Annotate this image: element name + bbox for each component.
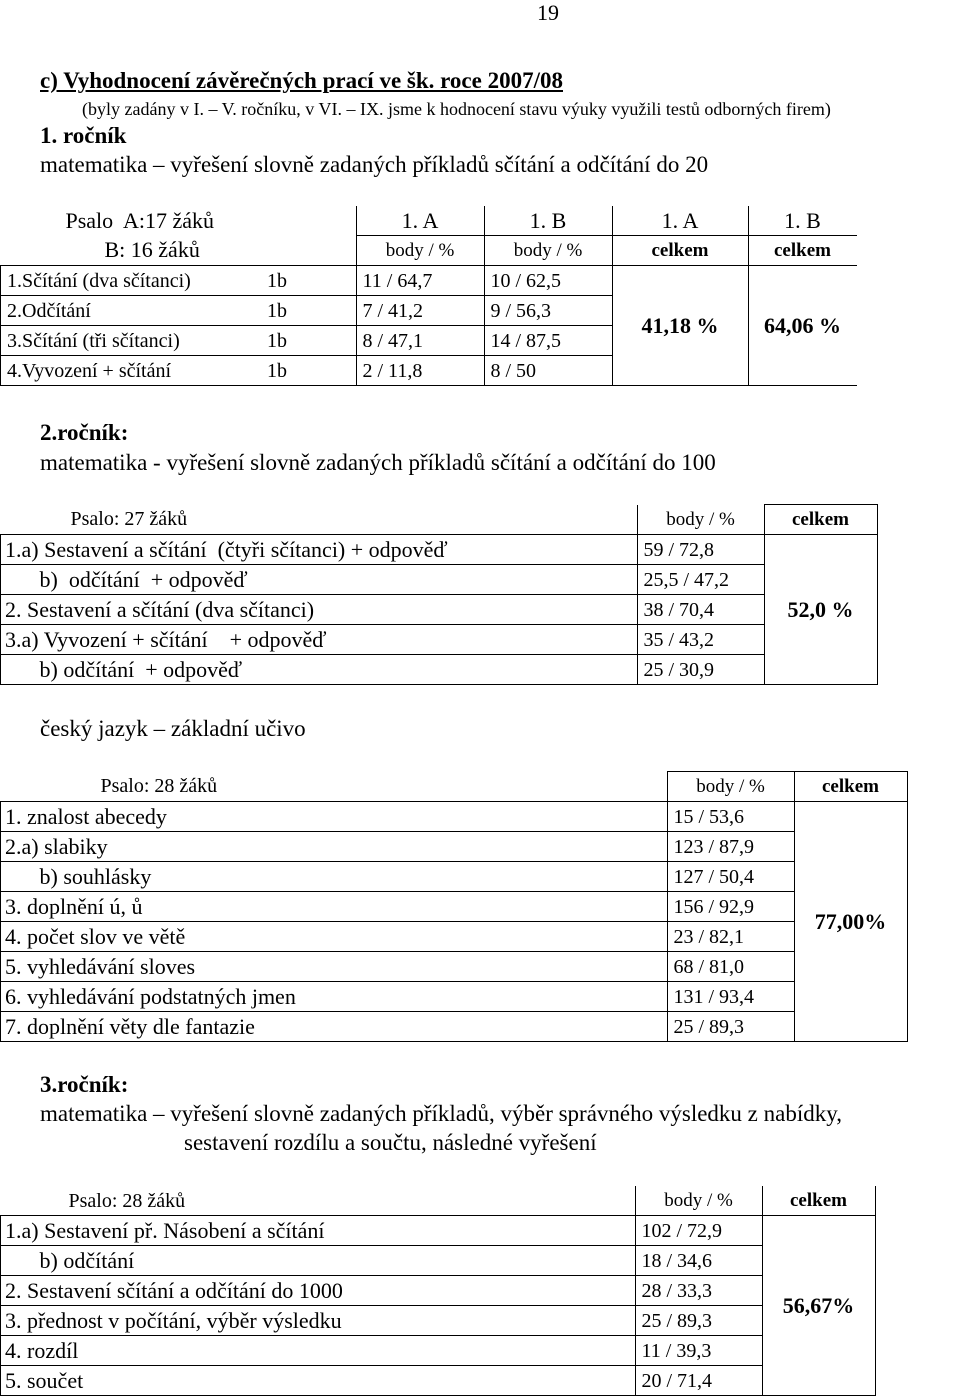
col-subheader: celkem — [748, 236, 857, 266]
table-row — [1, 1216, 876, 1246]
task-cell — [1, 356, 357, 386]
page-number: 19 — [537, 0, 559, 25]
table-row — [1, 1336, 876, 1366]
task-cell: 6. vyhledávání podstatných jmen — [1, 982, 668, 1012]
value-cell: 102 / 72,9 — [635, 1216, 762, 1246]
task-label: 1.Sčítání (dva sčítanci) — [7, 269, 191, 292]
grade1-heading: 1. ročník — [40, 123, 127, 148]
task-cell — [1, 266, 357, 296]
value-cell: 28 / 33,3 — [635, 1276, 762, 1306]
total-cell: 64,06 % — [748, 266, 857, 386]
task-points: 1b — [267, 269, 287, 292]
table-row — [1, 266, 857, 296]
task-cell: b) odčítání + odpověď — [1, 655, 638, 685]
task-cell: b) odčítání — [1, 1246, 636, 1276]
task-cell: 3.a) Vyvození + sčítání + odpověď — [1, 625, 638, 655]
task-cell: b) souhlásky — [1, 862, 668, 892]
col-subheader: body / % — [484, 236, 612, 266]
value-cell: 23 / 82,1 — [667, 922, 794, 952]
table-row — [1, 982, 908, 1012]
table-row — [1, 625, 878, 655]
table-row — [1, 535, 878, 565]
value-cell: 131 / 93,4 — [667, 982, 794, 1012]
task-cell: 1.a) Sestavení př. Násobení a sčítání — [1, 1216, 636, 1246]
col-header: celkem — [794, 772, 907, 802]
grade2-czech-subject: český jazyk – základní učivo — [40, 716, 306, 741]
task-cell: 1. znalost abecedy — [1, 802, 668, 832]
task-cell: 3. přednost v počítání, výběr výsledku — [1, 1306, 636, 1336]
col-header: 1. A — [356, 206, 484, 236]
col-header: celkem — [764, 505, 877, 535]
value-cell: 59 / 72,8 — [637, 535, 764, 565]
task-cell: 4. rozdíl — [1, 1336, 636, 1366]
grade2-czech-table — [0, 771, 908, 1042]
col-subheader: body / % — [356, 236, 484, 266]
value-cell: 18 / 34,6 — [635, 1246, 762, 1276]
table-row — [1, 832, 908, 862]
task-points: 1b — [267, 299, 287, 322]
value-cell: 25 / 89,3 — [667, 1012, 794, 1042]
col-header: 1. B — [484, 206, 612, 236]
table-row — [1, 1012, 908, 1042]
section-note: (byly zadány v I. – V. ročníku, v VI. – IX. jsme k hodnocení stavu výuky využili testů odborných firem) — [82, 99, 831, 119]
table-row — [1, 1276, 876, 1306]
table-row — [1, 655, 878, 685]
value-cell: 25,5 / 47,2 — [637, 565, 764, 595]
table-head-label: Psalo: 28 žáků — [68, 1189, 186, 1212]
table-row — [1, 1366, 876, 1396]
grade1-subject: matematika – vyřešení slovně zadaných příkladů sčítání a odčítání do 20 — [40, 152, 709, 177]
task-label: 2.Odčítání — [7, 299, 91, 322]
grade2-heading: 2.ročník: — [40, 420, 129, 445]
total-cell: 52,0 % — [764, 535, 877, 685]
task-cell: 1.a) Sestavení a sčítání (čtyři sčítanci) + odpověď — [1, 535, 638, 565]
table-row — [1, 952, 908, 982]
table-row — [1, 1246, 876, 1276]
table-row — [1, 1306, 876, 1336]
task-cell: 7. doplnění věty dle fantazie — [1, 1012, 668, 1042]
table-head-label: B: 16 žáků — [104, 237, 200, 263]
value-cell: 2 / 11,8 — [356, 356, 484, 386]
table-row — [1, 862, 908, 892]
task-cell: 2.a) slabiky — [1, 832, 668, 862]
table-head-label: Psalo: 27 žáků — [70, 508, 188, 531]
value-cell: 8 / 47,1 — [356, 326, 484, 356]
table-row — [1, 565, 878, 595]
value-cell: 156 / 92,9 — [667, 892, 794, 922]
value-cell: 10 / 62,5 — [484, 266, 612, 296]
task-cell: 3. doplnění ú, ů — [1, 892, 668, 922]
value-cell: 38 / 70,4 — [637, 595, 764, 625]
grade3-subject-line1: matematika – vyřešení slovně zadaných příkladů, výběr správného výsledku z nabídky, — [40, 1101, 842, 1126]
col-subheader: celkem — [612, 236, 748, 266]
value-cell: 35 / 43,2 — [637, 625, 764, 655]
value-cell: 11 / 39,3 — [635, 1336, 762, 1366]
task-cell: 5. součet — [1, 1366, 636, 1396]
task-cell: 2. Sestavení a sčítání (dva sčítanci) — [1, 595, 638, 625]
task-cell: 4. počet slov ve větě — [1, 922, 668, 952]
value-cell: 11 / 64,7 — [356, 266, 484, 296]
value-cell: 127 / 50,4 — [667, 862, 794, 892]
col-header: celkem — [762, 1186, 875, 1216]
grade3-heading: 3.ročník: — [40, 1072, 129, 1097]
total-cell: 56,67% — [762, 1216, 875, 1396]
total-cell: 41,18 % — [612, 266, 748, 386]
grade2-math-subject: matematika - vyřešení slovně zadaných příkladů sčítání a odčítání do 100 — [40, 450, 716, 475]
table-head-label: Psalo A:17 žáků — [65, 207, 214, 233]
value-cell: 25 / 30,9 — [637, 655, 764, 685]
grade1-results-table — [0, 206, 857, 386]
value-cell: 68 / 81,0 — [667, 952, 794, 982]
section-title: c) Vyhodnocení závěrečných prací ve šk. roce 2007/08 — [40, 68, 563, 93]
table-row — [1, 595, 878, 625]
grade3-math-table — [0, 1186, 876, 1396]
value-cell: 20 / 71,4 — [635, 1366, 762, 1396]
value-cell: 9 / 56,3 — [484, 296, 612, 326]
total-cell: 77,00% — [794, 802, 907, 1042]
task-cell — [1, 326, 357, 356]
table-row — [1, 802, 908, 832]
value-cell: 25 / 89,3 — [635, 1306, 762, 1336]
task-points: 1b — [267, 329, 287, 352]
value-cell: 14 / 87,5 — [484, 326, 612, 356]
task-cell: 2. Sestavení sčítání a odčítání do 1000 — [1, 1276, 636, 1306]
task-label: 3.Sčítání (tři sčítanci) — [7, 329, 180, 352]
task-cell — [1, 296, 357, 326]
value-cell: 15 / 53,6 — [667, 802, 794, 832]
col-header: 1. A — [612, 206, 748, 236]
col-header: body / % — [667, 772, 794, 802]
col-header: 1. B — [748, 206, 857, 236]
task-label: 4.Vyvození + sčítání — [7, 359, 172, 382]
task-cell: 5. vyhledávání sloves — [1, 952, 668, 982]
grade3-subject-line2: sestavení rozdílu a součtu, následné vyřešení — [184, 1130, 597, 1155]
table-row — [1, 922, 908, 952]
table-head-label: Psalo: 28 žáků — [100, 775, 218, 798]
grade2-math-table — [0, 504, 878, 685]
col-header: body / % — [637, 505, 764, 535]
value-cell: 8 / 50 — [484, 356, 612, 386]
table-row — [1, 892, 908, 922]
col-header: body / % — [635, 1186, 762, 1216]
task-points: 1b — [267, 359, 287, 382]
value-cell: 123 / 87,9 — [667, 832, 794, 862]
task-cell: b) odčítání + odpověď — [1, 565, 638, 595]
value-cell: 7 / 41,2 — [356, 296, 484, 326]
